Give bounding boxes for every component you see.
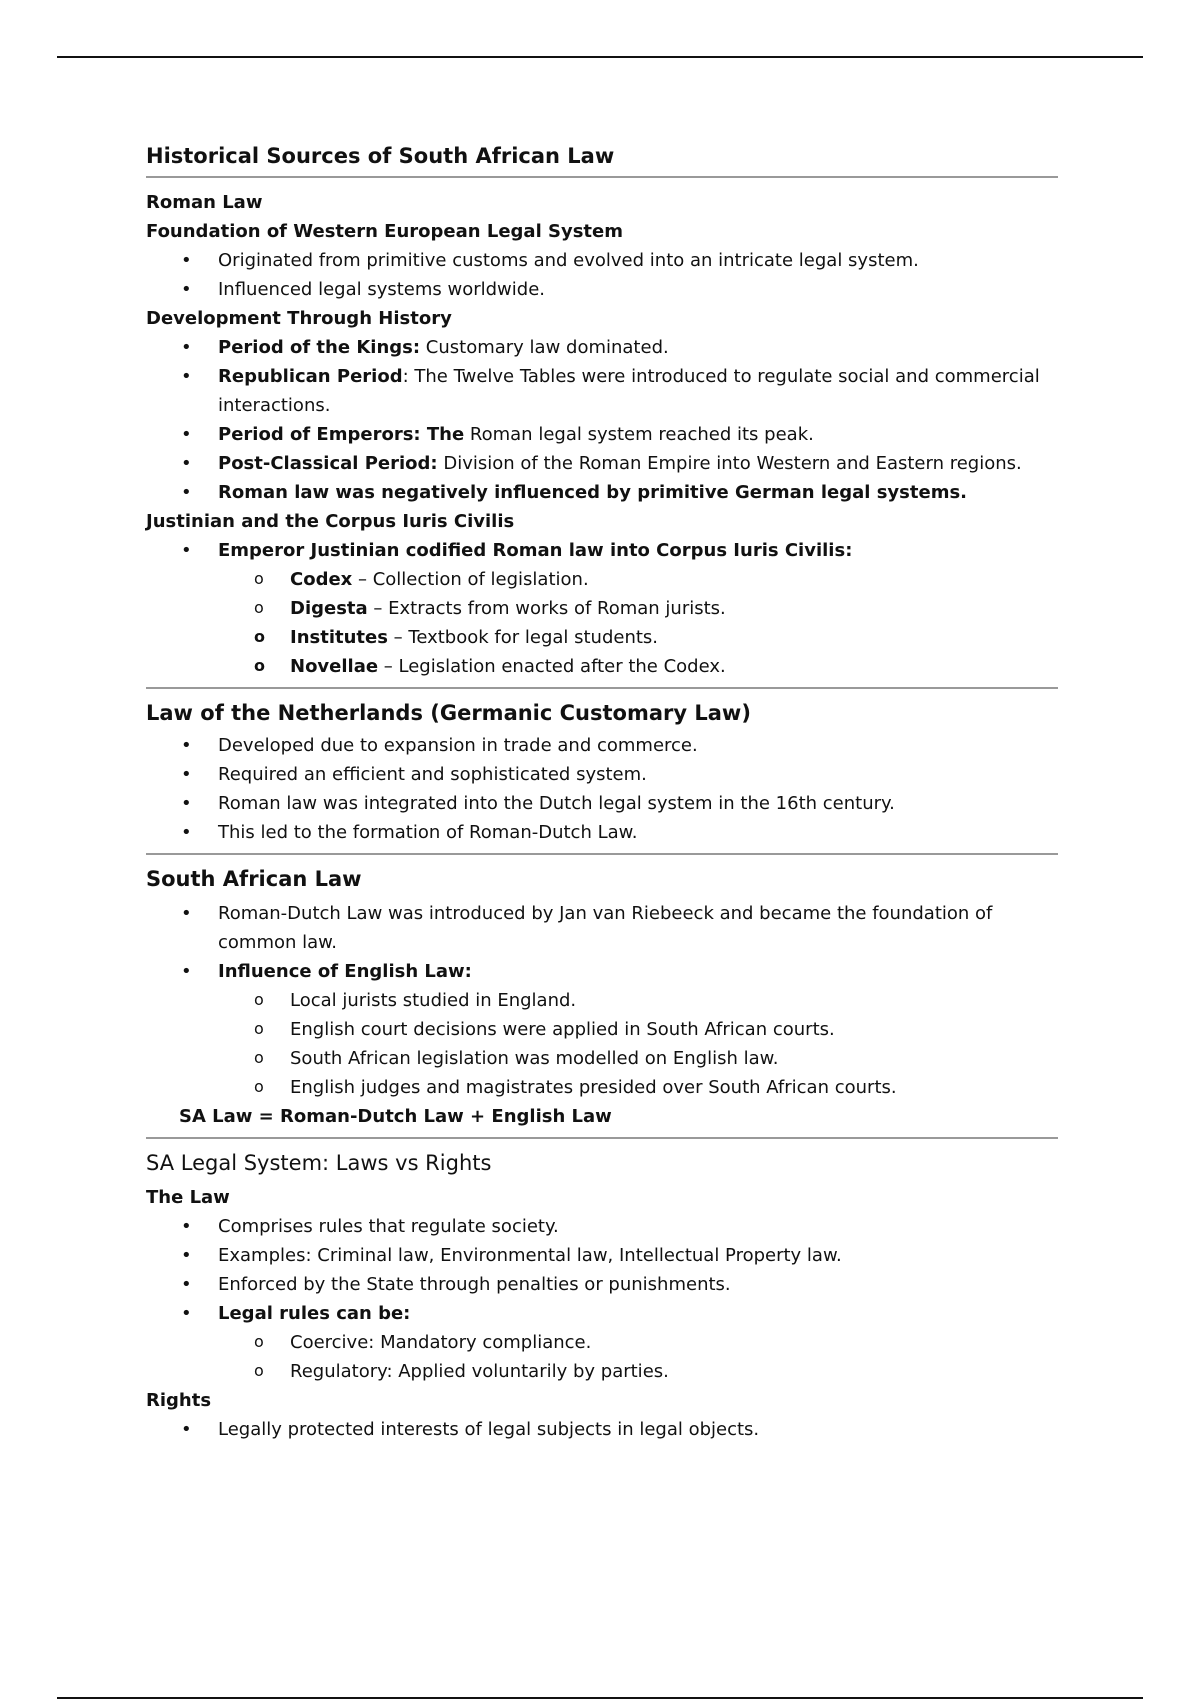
list-item: • Roman law was integrated into the Dutch legal system in the 16th century.: [218, 789, 1058, 818]
section-divider: [146, 687, 1058, 689]
list-item: • Examples: Criminal law, Environmental law, Intellectual Property law.: [218, 1241, 1058, 1270]
corpus-part-name: Novellae: [290, 656, 379, 677]
list-item: • Legally protected interests of legal subjects in legal objects.: [218, 1415, 1058, 1444]
list-item: [218, 536, 1058, 681]
period-text: Roman legal system reached its peak.: [464, 424, 814, 445]
sublist-item: o Regulatory: Applied voluntarily by parties.: [290, 1357, 1058, 1386]
corpus-part-name: Digesta: [290, 598, 368, 619]
sublist-item: o Local jurists studied in England.: [290, 986, 1058, 1015]
legal-system-title: SA Legal System: Laws vs Rights: [146, 1151, 492, 1175]
document-title: Historical Sources of South African Law: [146, 144, 615, 168]
list-item: • Developed due to expansion in trade and commerce.: [218, 731, 1058, 760]
section-divider: [146, 853, 1058, 855]
netherlands-title: Law of the Netherlands (Germanic Customary Law): [146, 701, 751, 725]
sublist-item: o Coercive: Mandatory compliance.: [290, 1328, 1058, 1357]
rights-heading: Rights: [146, 1390, 212, 1411]
roman-law-heading: Roman Law: [146, 192, 263, 213]
period-label: Period of Emperors: The: [218, 424, 465, 445]
document-body: [146, 142, 1058, 1444]
list-item: • Originated from primitive customs and evolved into an intricate legal system.: [218, 246, 1058, 275]
legal-rules-label: Legal rules can be:: [218, 1303, 411, 1324]
section-divider: [146, 176, 1058, 178]
period-label: Roman law was negatively influenced by primitive German legal systems.: [218, 482, 968, 503]
development-heading: Development Through History: [146, 308, 452, 329]
corpus-sublist: [218, 565, 1058, 681]
list-item: • Required an efficient and sophisticated system.: [218, 760, 1058, 789]
sublist-item: o English judges and magistrates presided over South African courts.: [290, 1073, 1058, 1102]
foundation-list: [146, 246, 1058, 304]
corpus-part-text: – Collection of legislation.: [352, 569, 589, 590]
rights-list: [146, 1415, 1058, 1444]
english-law-sublist: [218, 986, 1058, 1102]
corpus-part-name: Codex: [290, 569, 353, 590]
legal-rules-sublist: [218, 1328, 1058, 1386]
sublist-item: [290, 594, 1058, 623]
list-item: • Enforced by the State through penalties or punishments.: [218, 1270, 1058, 1299]
list-item: [218, 333, 1058, 362]
english-law-label: Influence of English Law:: [218, 961, 472, 982]
list-item: • Influenced legal systems worldwide.: [218, 275, 1058, 304]
page-bottom-rule: [57, 1697, 1143, 1699]
corpus-part-text: – Textbook for legal students.: [387, 627, 659, 648]
period-label: Period of the Kings:: [218, 337, 421, 358]
list-item: • This led to the formation of Roman-Dutch Law.: [218, 818, 1058, 847]
corpus-part-text: – Legislation enacted after the Codex.: [378, 656, 726, 677]
sublist-item: [290, 623, 1058, 652]
sa-law-formula: SA Law = Roman-Dutch Law + English Law: [179, 1106, 612, 1127]
the-law-list: [146, 1212, 1058, 1386]
page-top-rule: [57, 56, 1143, 58]
sa-law-title: South African Law: [146, 867, 362, 891]
period-text: : The Twelve Tables were introduced to regulate social and commercial interactions.: [218, 366, 1040, 416]
sublist-item: [290, 565, 1058, 594]
corpus-part-name: Institutes: [290, 627, 388, 648]
sublist-item: o South African legislation was modelled on English law.: [290, 1044, 1058, 1073]
section-divider: [146, 1137, 1058, 1139]
sublist-item: o English court decisions were applied in South African courts.: [290, 1015, 1058, 1044]
foundation-heading: Foundation of Western European Legal System: [146, 221, 623, 242]
justinian-heading: Justinian and the Corpus Iuris Civilis: [146, 511, 515, 532]
list-item: [218, 957, 1058, 1102]
list-item: [218, 478, 1058, 507]
the-law-heading: The Law: [146, 1187, 230, 1208]
period-text: Customary law dominated.: [420, 337, 669, 358]
period-label: Republican Period: [218, 366, 403, 387]
list-item: [218, 362, 1058, 420]
corpus-part-text: – Extracts from works of Roman jurists.: [367, 598, 726, 619]
list-item: [218, 1299, 1058, 1386]
list-item: [218, 449, 1058, 478]
development-list: [146, 333, 1058, 507]
netherlands-list: [146, 731, 1058, 847]
list-item: • Roman-Dutch Law was introduced by Jan van Riebeeck and became the foundation of common law.: [218, 899, 1058, 957]
period-text: Division of the Roman Empire into Western and Eastern regions.: [437, 453, 1022, 474]
sublist-item: [290, 652, 1058, 681]
list-item: • Comprises rules that regulate society.: [218, 1212, 1058, 1241]
period-label: Post-Classical Period:: [218, 453, 438, 474]
list-item: [218, 420, 1058, 449]
justinian-list: [146, 536, 1058, 681]
sa-law-list: [146, 899, 1058, 1102]
justinian-item: Emperor Justinian codified Roman law into Corpus Iuris Civilis:: [218, 540, 853, 561]
